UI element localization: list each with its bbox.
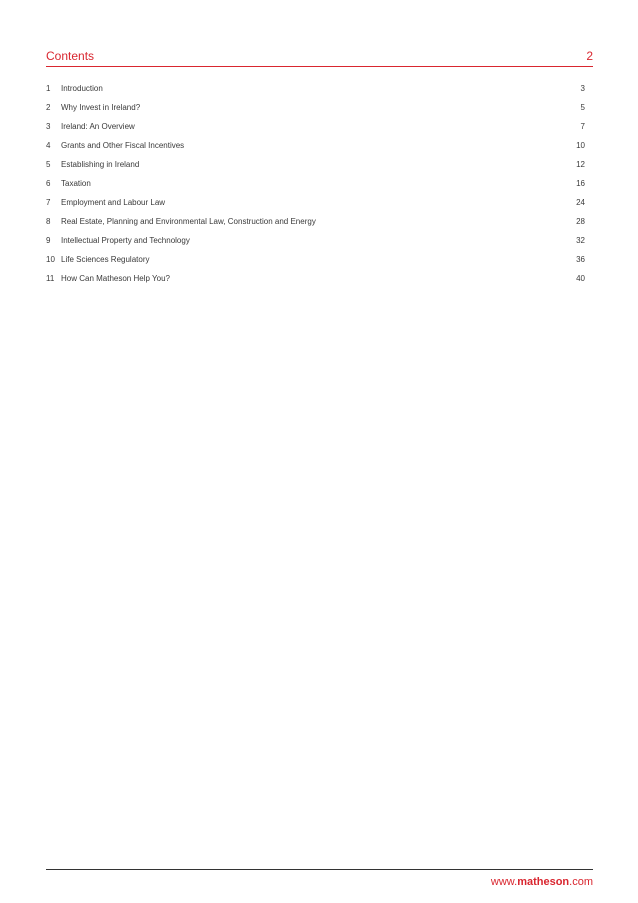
toc-entry-page: 12	[576, 160, 585, 169]
toc-entry-page: 5	[580, 103, 585, 112]
toc-entry-number: 10	[46, 255, 55, 264]
toc-entry[interactable]	[46, 102, 593, 121]
toc-entry[interactable]	[46, 178, 593, 197]
toc-entry-title: Employment and Labour Law	[61, 198, 166, 207]
page-number: 2	[586, 49, 593, 63]
toc-entry-number: 3	[46, 122, 51, 131]
page-header	[46, 46, 593, 67]
toc-entry[interactable]	[46, 254, 593, 273]
toc-entry-page: 28	[576, 217, 585, 226]
toc-entry-page: 3	[580, 84, 585, 93]
toc-entry-page: 40	[576, 274, 585, 283]
toc-entry-page: 24	[576, 198, 585, 207]
toc-entry-number: 9	[46, 236, 51, 245]
footer-website-link[interactable]	[491, 876, 593, 888]
toc-entry[interactable]	[46, 159, 593, 178]
toc-entry-number: 2	[46, 103, 51, 112]
footer-divider	[46, 869, 593, 870]
toc-entry-title: Life Sciences Regulatory	[61, 255, 150, 264]
toc-entry[interactable]	[46, 216, 593, 235]
toc-entry-number: 4	[46, 141, 51, 150]
page-title: Contents	[46, 49, 95, 63]
toc-entry-page: 36	[576, 255, 585, 264]
toc-entry-page: 32	[576, 236, 585, 245]
toc-entry-title: Taxation	[61, 179, 91, 188]
footer-url-brand: matheson	[517, 876, 570, 888]
toc-entry-title: Intellectual Property and Technology	[61, 236, 190, 245]
toc-entry-title: Establishing in Ireland	[61, 160, 140, 169]
toc-entry-title: Real Estate, Planning and Environmental Law, Construction and Energy	[61, 217, 316, 226]
toc-entry-page: 16	[576, 179, 585, 188]
footer-url-prefix: www.	[490, 876, 518, 888]
toc-entry-page: 10	[576, 141, 585, 150]
toc-entry[interactable]	[46, 197, 593, 216]
toc-entry-title: Grants and Other Fiscal Incentives	[61, 141, 185, 150]
toc-entry-title: Why Invest in Ireland?	[61, 103, 141, 112]
toc-entry[interactable]	[46, 83, 593, 102]
toc-entry-title: Introduction	[61, 84, 103, 93]
toc-entry-number: 6	[46, 179, 51, 188]
toc-entry[interactable]	[46, 140, 593, 159]
toc-entry-number: 5	[46, 160, 51, 169]
toc-entry-page: 7	[580, 122, 585, 131]
footer-url-suffix: .com	[569, 876, 593, 888]
toc-entry[interactable]	[46, 235, 593, 254]
toc-entry-number: 7	[46, 198, 51, 207]
table-of-contents	[46, 83, 593, 292]
toc-entry[interactable]	[46, 273, 593, 292]
toc-entry-number: 11	[46, 274, 55, 283]
toc-entry[interactable]	[46, 121, 593, 140]
toc-entry-title: Ireland: An Overview	[61, 122, 135, 131]
toc-entry-number: 1	[46, 84, 51, 93]
toc-entry-number: 8	[46, 217, 51, 226]
toc-entry-title: How Can Matheson Help You?	[61, 274, 170, 283]
